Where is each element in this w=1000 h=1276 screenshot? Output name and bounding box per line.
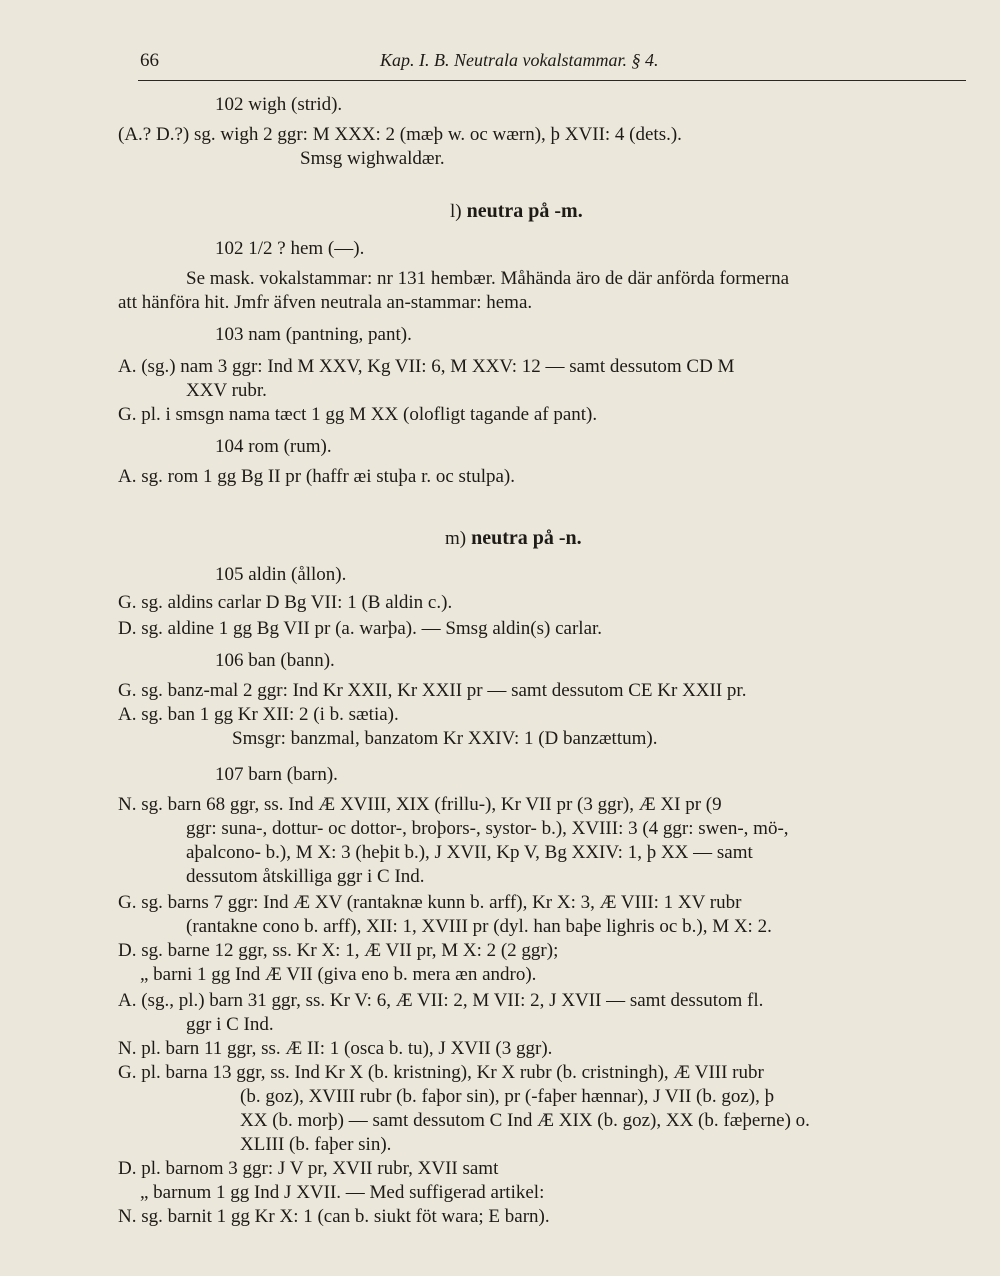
- entry-line: (A.? D.?) sg. wigh 2 ggr: M XXX: 2 (mæþ w. oc wærn), þ XVII: 4 (dets.).: [118, 124, 682, 145]
- entry-headword: 105 aldin (ållon).: [215, 564, 347, 585]
- entry-line: (b. goz), XVIII rubr (b. faþor sin), pr (-faþer hænnar), J VII (b. goz), þ: [240, 1086, 775, 1107]
- entry-line: A. sg. ban 1 gg Kr XII: 2 (i b. sætia).: [118, 704, 399, 725]
- header-rule: [138, 80, 966, 81]
- entry-line: N. sg. barn 68 ggr, ss. Ind Æ XVIII, XIX (frillu-), Kr VII pr (3 ggr), Æ XI pr (9: [118, 794, 722, 815]
- entry-line: D. sg. aldine 1 gg Bg VII pr (a. warþa). — Smsg aldin(s) carlar.: [118, 618, 603, 639]
- entry-line: „ barnum 1 gg Ind J XVII. — Med suffigerad artikel:: [140, 1182, 545, 1203]
- entry-line: ggr i C Ind.: [186, 1014, 274, 1035]
- entry-line: att hänföra hit. Jmfr äfven neutrala an-stammar: hema.: [118, 292, 533, 313]
- entry-line: G. pl. i smsgn nama tæct 1 gg M XX (olofligt tagande af pant).: [118, 404, 598, 425]
- entry-line: G. pl. barna 13 ggr, ss. Ind Kr X (b. kristning), Kr X rubr (b. cristningh), Æ VIII rubr: [118, 1062, 764, 1083]
- entry-line: D. sg. barne 12 ggr, ss. Kr X: 1, Æ VII pr, M X: 2 (2 ggr);: [118, 940, 559, 961]
- entry-line: Smsg wighwaldær.: [300, 148, 445, 169]
- entry-line: N. sg. barnit 1 gg Kr X: 1 (can b. siukt föt wara; E barn).: [118, 1206, 550, 1227]
- entry-headword: 106 ban (bann).: [215, 650, 335, 671]
- entry-line: A. (sg., pl.) barn 31 ggr, ss. Kr V: 6, Æ VII: 2, M VII: 2, J XVII — samt dessutom fl.: [118, 990, 764, 1011]
- entry-line: Se mask. vokalstammar: nr 131 hembær. Måhända äro de där anförda formerna: [186, 268, 790, 289]
- entry-headword: 107 barn (barn).: [215, 764, 338, 785]
- entry-headword: 104 rom (rum).: [215, 436, 332, 457]
- entry-line: D. pl. barnom 3 ggr: J V pr, XVII rubr, XVII samt: [118, 1158, 499, 1179]
- entry-line: A. (sg.) nam 3 ggr: Ind M XXV, Kg VII: 6, M XXV: 12 — samt dessutom CD M: [118, 356, 735, 377]
- entry-line: XXV rubr.: [186, 380, 267, 401]
- entry-line: (rantakne cono b. arff), XII: 1, XVIII pr (dyl. han baþe lighris oc b.), M X: 2.: [186, 916, 772, 937]
- entry-line: G. sg. aldins carlar D Bg VII: 1 (B aldin c.).: [118, 592, 453, 613]
- entry-line: XLIII (b. faþer sin).: [240, 1134, 392, 1155]
- section-heading: m) neutra på -n.: [445, 527, 582, 549]
- entry-line: A. sg. rom 1 gg Bg II pr (haffr æi stuþa r. oc stulpa).: [118, 466, 516, 487]
- entry-line: G. sg. barns 7 ggr: Ind Æ XV (rantaknæ kunn b. arff), Kr X: 3, Æ VIII: 1 XV rubr: [118, 892, 742, 913]
- section-heading: l) neutra på -m.: [450, 200, 583, 222]
- entry-line: XX (b. morþ) — samt dessutom C Ind Æ XIX (b. goz), XX (b. fæþerne) o.: [240, 1110, 810, 1131]
- entry-line: G. sg. banz-mal 2 ggr: Ind Kr XXII, Kr XXII pr — samt dessutom CE Kr XXII pr.: [118, 680, 747, 701]
- entry-line: ggr: suna-, dottur- oc dottor-, broþors-, systor- b.), XVIII: 3 (4 ggr: swen-, mö-,: [186, 818, 789, 839]
- page-number: 66: [140, 50, 159, 71]
- entry-line: dessutom åtskilliga ggr i C Ind.: [186, 866, 425, 887]
- running-title: Kap. I. B. Neutrala vokalstammar. § 4.: [380, 50, 659, 70]
- entry-line: aþalcono- b.), M X: 3 (heþit b.), J XVII, Kp V, Bg XXIV: 1, þ XX — samt: [186, 842, 753, 863]
- entry-line: „ barni 1 gg Ind Æ VII (giva eno b. mera æn andro).: [140, 964, 537, 985]
- entry-headword: 103 nam (pantning, pant).: [215, 324, 412, 345]
- entry-line: N. pl. barn 11 ggr, ss. Æ II: 1 (osca b. tu), J XVII (3 ggr).: [118, 1038, 553, 1059]
- entry-line: Smsgr: banzmal, banzatom Kr XXIV: 1 (D banzættum).: [232, 728, 658, 749]
- entry-headword: 102 1/2 ? hem (—).: [215, 238, 365, 259]
- entry-headword: 102 wigh (strid).: [215, 94, 343, 115]
